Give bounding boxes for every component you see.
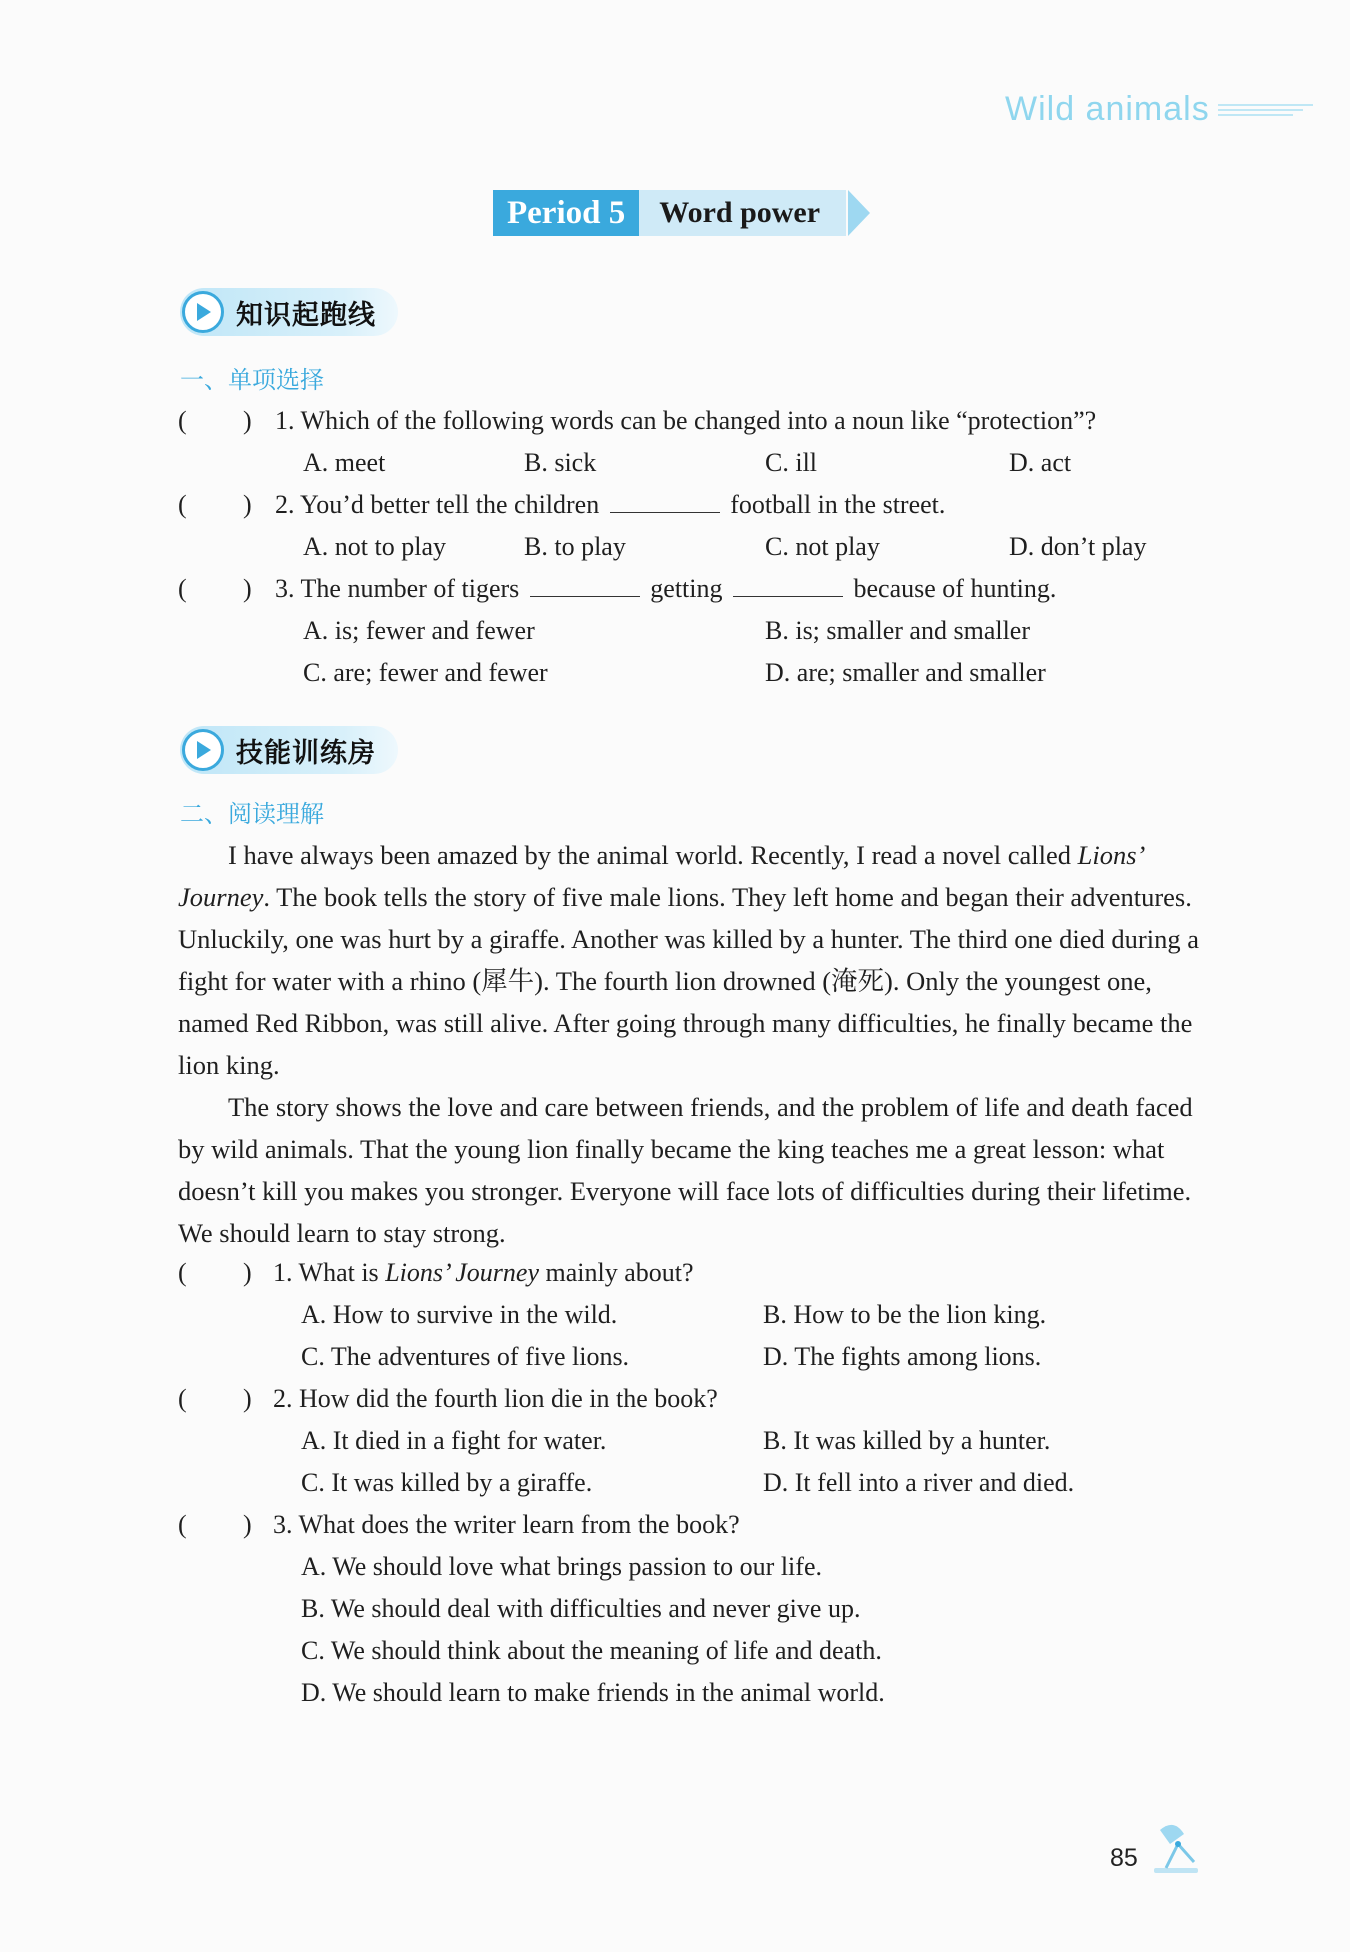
section2-badge-label: 技能训练房 <box>236 737 376 769</box>
option: D. We should learn to make friends in the animal world. <box>301 1678 885 1707</box>
option: A. not to play <box>303 532 446 561</box>
question-text-part: 1. What is <box>273 1258 386 1287</box>
passage-paragraph-1 <box>178 834 1208 1086</box>
option: C. not play <box>765 532 880 561</box>
option: B. How to be the lion king. <box>763 1300 1047 1329</box>
section1-badge <box>180 288 398 336</box>
answer-paren-close: ) <box>243 1384 252 1413</box>
question-text-part: because of hunting. <box>853 574 1057 603</box>
answer-paren-close: ) <box>243 490 252 519</box>
option: D. It fell into a river and died. <box>763 1468 1075 1497</box>
option: B. is; smaller and smaller <box>765 616 1031 645</box>
option: C. It was killed by a giraffe. <box>301 1468 593 1497</box>
answer-paren[interactable]: ( <box>178 1384 187 1413</box>
option: C. are; fewer and fewer <box>303 658 548 687</box>
period-number: Period 5 <box>493 190 639 236</box>
option: D. are; smaller and smaller <box>765 658 1046 687</box>
period-name: Word power <box>639 190 846 236</box>
option: A. is; fewer and fewer <box>303 616 535 645</box>
answer-paren-close: ) <box>243 1258 252 1287</box>
answer-paren[interactable]: ( <box>178 1258 187 1287</box>
option: D. act <box>1009 448 1072 477</box>
section1-heading: 一、单项选择 <box>180 366 324 394</box>
option: A. meet <box>303 448 386 477</box>
answer-paren[interactable]: ( <box>178 490 187 519</box>
passage-text: . The book tells the story of five male lions. They left home and began their adventures. Unluckily, one was hurt by a giraffe. Another was killed by a hunter. The third one died during a fight for water with a rhino (犀牛). The fourth lion drowned (淹死). Only the youngest one, named Red Ribbon, was still alive. After going through many difficulties, he finally became the lion king. <box>178 882 1199 1080</box>
period-arrow-icon <box>848 190 870 236</box>
option: C. We should think about the meaning of life and death. <box>301 1636 882 1665</box>
lamp-icon <box>1148 1818 1206 1876</box>
question-text-part: football in the street. <box>730 490 946 519</box>
question-text <box>275 574 1056 604</box>
section1-badge-label: 知识起跑线 <box>236 299 376 331</box>
answer-paren[interactable]: ( <box>178 574 187 603</box>
reading-passage <box>178 834 1208 1254</box>
question-text-part: 2. You’d better tell the children <box>275 490 600 519</box>
answer-blank[interactable] <box>530 574 640 597</box>
answer-paren-close: ) <box>243 574 252 603</box>
answer-blank[interactable] <box>733 574 843 597</box>
question-text <box>275 490 945 520</box>
question-text: 3. What does the writer learn from the book? <box>273 1510 740 1539</box>
option: A. It died in a fight for water. <box>301 1426 607 1455</box>
unit-title: Wild animals <box>1005 90 1210 128</box>
book-title: Lions’ Journey <box>385 1258 540 1287</box>
answer-paren-close: ) <box>243 406 252 435</box>
play-icon <box>182 291 224 333</box>
section2-badge <box>180 726 398 774</box>
question-text-part: 3. The number of tigers <box>275 574 520 603</box>
option: B. It was killed by a hunter. <box>763 1426 1051 1455</box>
page-number: 85 <box>1110 1844 1138 1872</box>
passage-paragraph-2: The story shows the love and care between friends, and the problem of life and death faced by wild animals. That the young lion finally became the king teaches me a great lesson: what doesn’t kill you makes you stronger. Everyone will face lots of difficulties during their lifetime. We should learn to stay strong. <box>178 1092 1193 1248</box>
answer-blank[interactable] <box>610 490 720 513</box>
section2-heading: 二、阅读理解 <box>180 800 324 828</box>
question-text: 1. Which of the following words can be changed into a noun like “protection”? <box>275 406 1097 435</box>
play-icon <box>182 729 224 771</box>
question-text-part: getting <box>650 574 723 603</box>
option: D. don’t play <box>1009 532 1147 561</box>
question-text <box>273 1258 694 1288</box>
book-title: Lions’ Journey <box>178 840 1143 912</box>
option: D. The fights among lions. <box>763 1342 1042 1371</box>
answer-paren[interactable]: ( <box>178 406 187 435</box>
option: B. to play <box>524 532 626 561</box>
option: A. We should love what brings passion to our life. <box>301 1552 822 1581</box>
passage-text: I have always been amazed by the animal world. Recently, I read a novel called <box>228 840 1078 870</box>
option: C. The adventures of five lions. <box>301 1342 630 1371</box>
period-banner <box>493 190 870 236</box>
header-lines-decoration <box>1218 102 1318 122</box>
answer-paren-close: ) <box>243 1510 252 1539</box>
question-text-part: mainly about? <box>539 1258 694 1287</box>
option: A. How to survive in the wild. <box>301 1300 618 1329</box>
answer-paren[interactable]: ( <box>178 1510 187 1539</box>
option: B. sick <box>524 448 597 477</box>
option: B. We should deal with difficulties and never give up. <box>301 1594 861 1623</box>
option: C. ill <box>765 448 818 477</box>
question-text: 2. How did the fourth lion die in the book? <box>273 1384 718 1413</box>
